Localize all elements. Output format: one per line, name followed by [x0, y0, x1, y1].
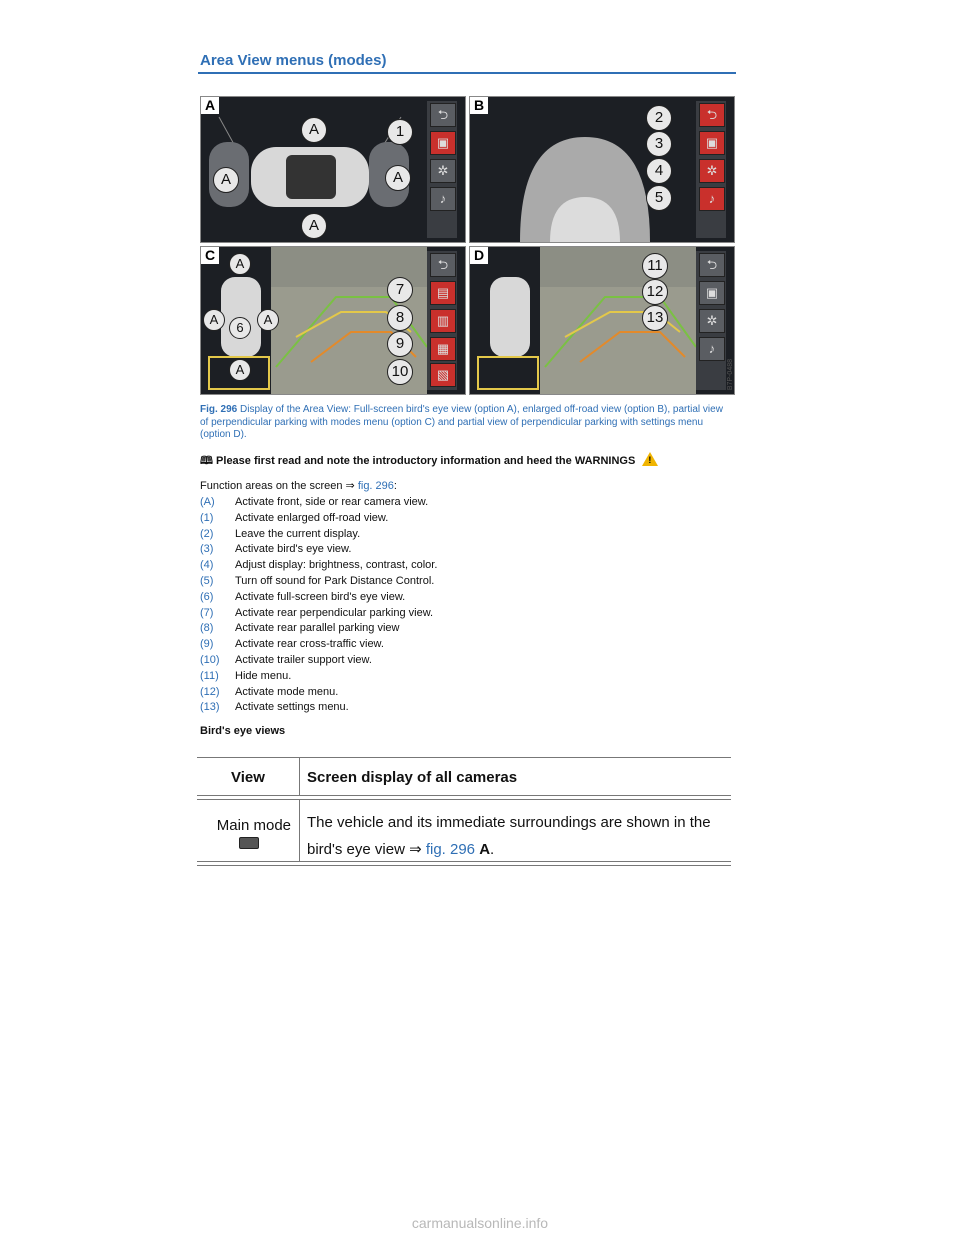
- panel-letter-b: B: [470, 97, 488, 114]
- perpendicular-parking-icon[interactable]: ▤: [430, 281, 456, 305]
- list-item: (A) Activate front, side or rear camera view.: [200, 496, 429, 508]
- lead-suffix: :: [393, 480, 397, 492]
- back-icon[interactable]: ⮌: [699, 253, 725, 277]
- table-header-view: View: [231, 769, 265, 786]
- callout-2: 2: [646, 105, 672, 131]
- panel-letter-d: D: [470, 247, 488, 264]
- figure-caption: [200, 404, 730, 442]
- list-item: (6) Activate full-screen bird's eye view.: [200, 590, 406, 603]
- menu-col-a: [427, 101, 457, 238]
- table-header-rule: [197, 795, 731, 800]
- car-top-view-a: [201, 97, 465, 242]
- page-title: Area View menus (modes): [200, 52, 387, 69]
- list-item: (2) Leave the current display.: [200, 527, 361, 540]
- table-column-divider: [299, 757, 300, 863]
- cross-traffic-icon[interactable]: ▦: [430, 337, 456, 361]
- callout-7: 7: [387, 277, 413, 303]
- sound-off-icon[interactable]: ♪: [430, 187, 456, 211]
- offroad-icon[interactable]: ▣: [430, 131, 456, 155]
- back-icon[interactable]: ⮌: [430, 103, 456, 127]
- list-item: (8) Activate rear parallel parking view: [200, 622, 400, 635]
- intro-text: Please first read and note the introductory information and heed the WARNINGS: [216, 455, 636, 467]
- callout-c-a1: A: [229, 253, 251, 275]
- list-item: (4) Adjust display: brightness, contrast, color.: [200, 559, 438, 572]
- views-table: [197, 757, 731, 867]
- function-list: [200, 495, 720, 716]
- function-areas-lead: [200, 479, 397, 492]
- callout-c-a2: A: [203, 309, 225, 331]
- list-item: (13) Activate settings menu.: [200, 701, 349, 714]
- callout-a-right: A: [385, 165, 411, 191]
- table-cell-description: The vehicle and its immediate surroundings are shown in the bird's eye view ⇒ fig. 296 A.: [307, 814, 711, 858]
- callout-a-left: A: [213, 167, 239, 193]
- callout-c-a4: A: [229, 359, 251, 381]
- menu-col-d: [696, 251, 726, 390]
- callout-6: 6: [229, 317, 251, 339]
- settings-icon[interactable]: ✲: [699, 309, 725, 333]
- callout-3: 3: [646, 131, 672, 157]
- book-icon: 🕮: [200, 455, 213, 467]
- watermark: carmanualsonline.info: [411, 1215, 549, 1231]
- birds-eye-icon[interactable]: ▣: [699, 281, 725, 305]
- callout-1: 1: [387, 119, 413, 145]
- table-cell-view: Main mode: [216, 817, 291, 834]
- list-item: (5) Turn off sound for Park Distance Control.: [200, 574, 435, 587]
- back-icon[interactable]: ⮌: [699, 103, 725, 127]
- lead-text: Function areas on the screen ⇒: [200, 480, 355, 492]
- panel-d: [469, 246, 735, 395]
- caption-label: Fig. 296: [200, 404, 238, 415]
- table-top-rule: [197, 757, 731, 758]
- sound-off-icon[interactable]: ♪: [699, 337, 725, 361]
- settings-icon[interactable]: ✲: [699, 159, 725, 183]
- callout-10: 10: [387, 359, 413, 385]
- back-icon[interactable]: ⮌: [430, 253, 456, 277]
- list-item: (7) Activate rear perpendicular parking view.: [200, 606, 434, 619]
- callout-11: 11: [642, 253, 668, 279]
- callout-12: 12: [642, 279, 668, 305]
- panel-c: [200, 246, 466, 395]
- list-item: (10) Activate trailer support view.: [200, 653, 372, 666]
- list-item: (11) Hide menu.: [200, 669, 292, 682]
- list-item: (12) Activate mode menu.: [200, 685, 339, 698]
- offroad-view-b: [470, 97, 734, 242]
- fig-link[interactable]: fig. 296: [425, 841, 476, 858]
- parking-view-d: [470, 247, 734, 394]
- table-header-screen: Screen display of all cameras: [307, 769, 518, 786]
- list-item: (1) Activate enlarged off-road view.: [200, 511, 389, 524]
- table-bottom-rule: [197, 861, 731, 866]
- callout-a-top: A: [301, 117, 327, 143]
- callout-5: 5: [646, 185, 672, 211]
- parallel-parking-icon[interactable]: ▥: [430, 309, 456, 333]
- panel-b: [469, 96, 735, 243]
- panel-letter-c: C: [201, 247, 219, 264]
- warning-icon: !: [642, 452, 658, 466]
- main-mode-icon: [239, 837, 259, 849]
- birds-eye-icon[interactable]: ▣: [699, 131, 725, 155]
- callout-8: 8: [387, 305, 413, 331]
- panel-letter-a: A: [201, 97, 219, 114]
- list-item: (3) Activate bird's eye view.: [200, 543, 352, 556]
- menu-col-c: [427, 251, 457, 390]
- panel-a: [200, 96, 466, 243]
- figure-code: B7P-0488: [727, 358, 734, 390]
- settings-icon[interactable]: ✲: [430, 159, 456, 183]
- intro-note: [200, 452, 658, 471]
- list-item: (9) Activate rear cross-traffic view.: [200, 638, 384, 651]
- callout-4: 4: [646, 158, 672, 184]
- title-rule: [198, 72, 736, 74]
- callout-a-bottom: A: [301, 213, 327, 239]
- menu-col-b: [696, 101, 726, 238]
- callout-9: 9: [387, 331, 413, 357]
- subheading: Bird's eye views: [200, 725, 286, 737]
- callout-c-a3: A: [257, 309, 279, 331]
- callout-13: 13: [642, 305, 668, 331]
- sound-off-icon[interactable]: ♪: [699, 187, 725, 211]
- area-view-figure: [200, 96, 734, 394]
- trailer-icon[interactable]: ▧: [430, 363, 456, 387]
- caption-text: Display of the Area View: Full-screen bird's eye view (option A), enlarged off-road view (option B), partial view of perpendicular parking with modes menu (option C) and partial view of perpendicular parking with settings menu (option D).: [200, 404, 723, 440]
- fig-link[interactable]: fig. 296: [357, 480, 394, 492]
